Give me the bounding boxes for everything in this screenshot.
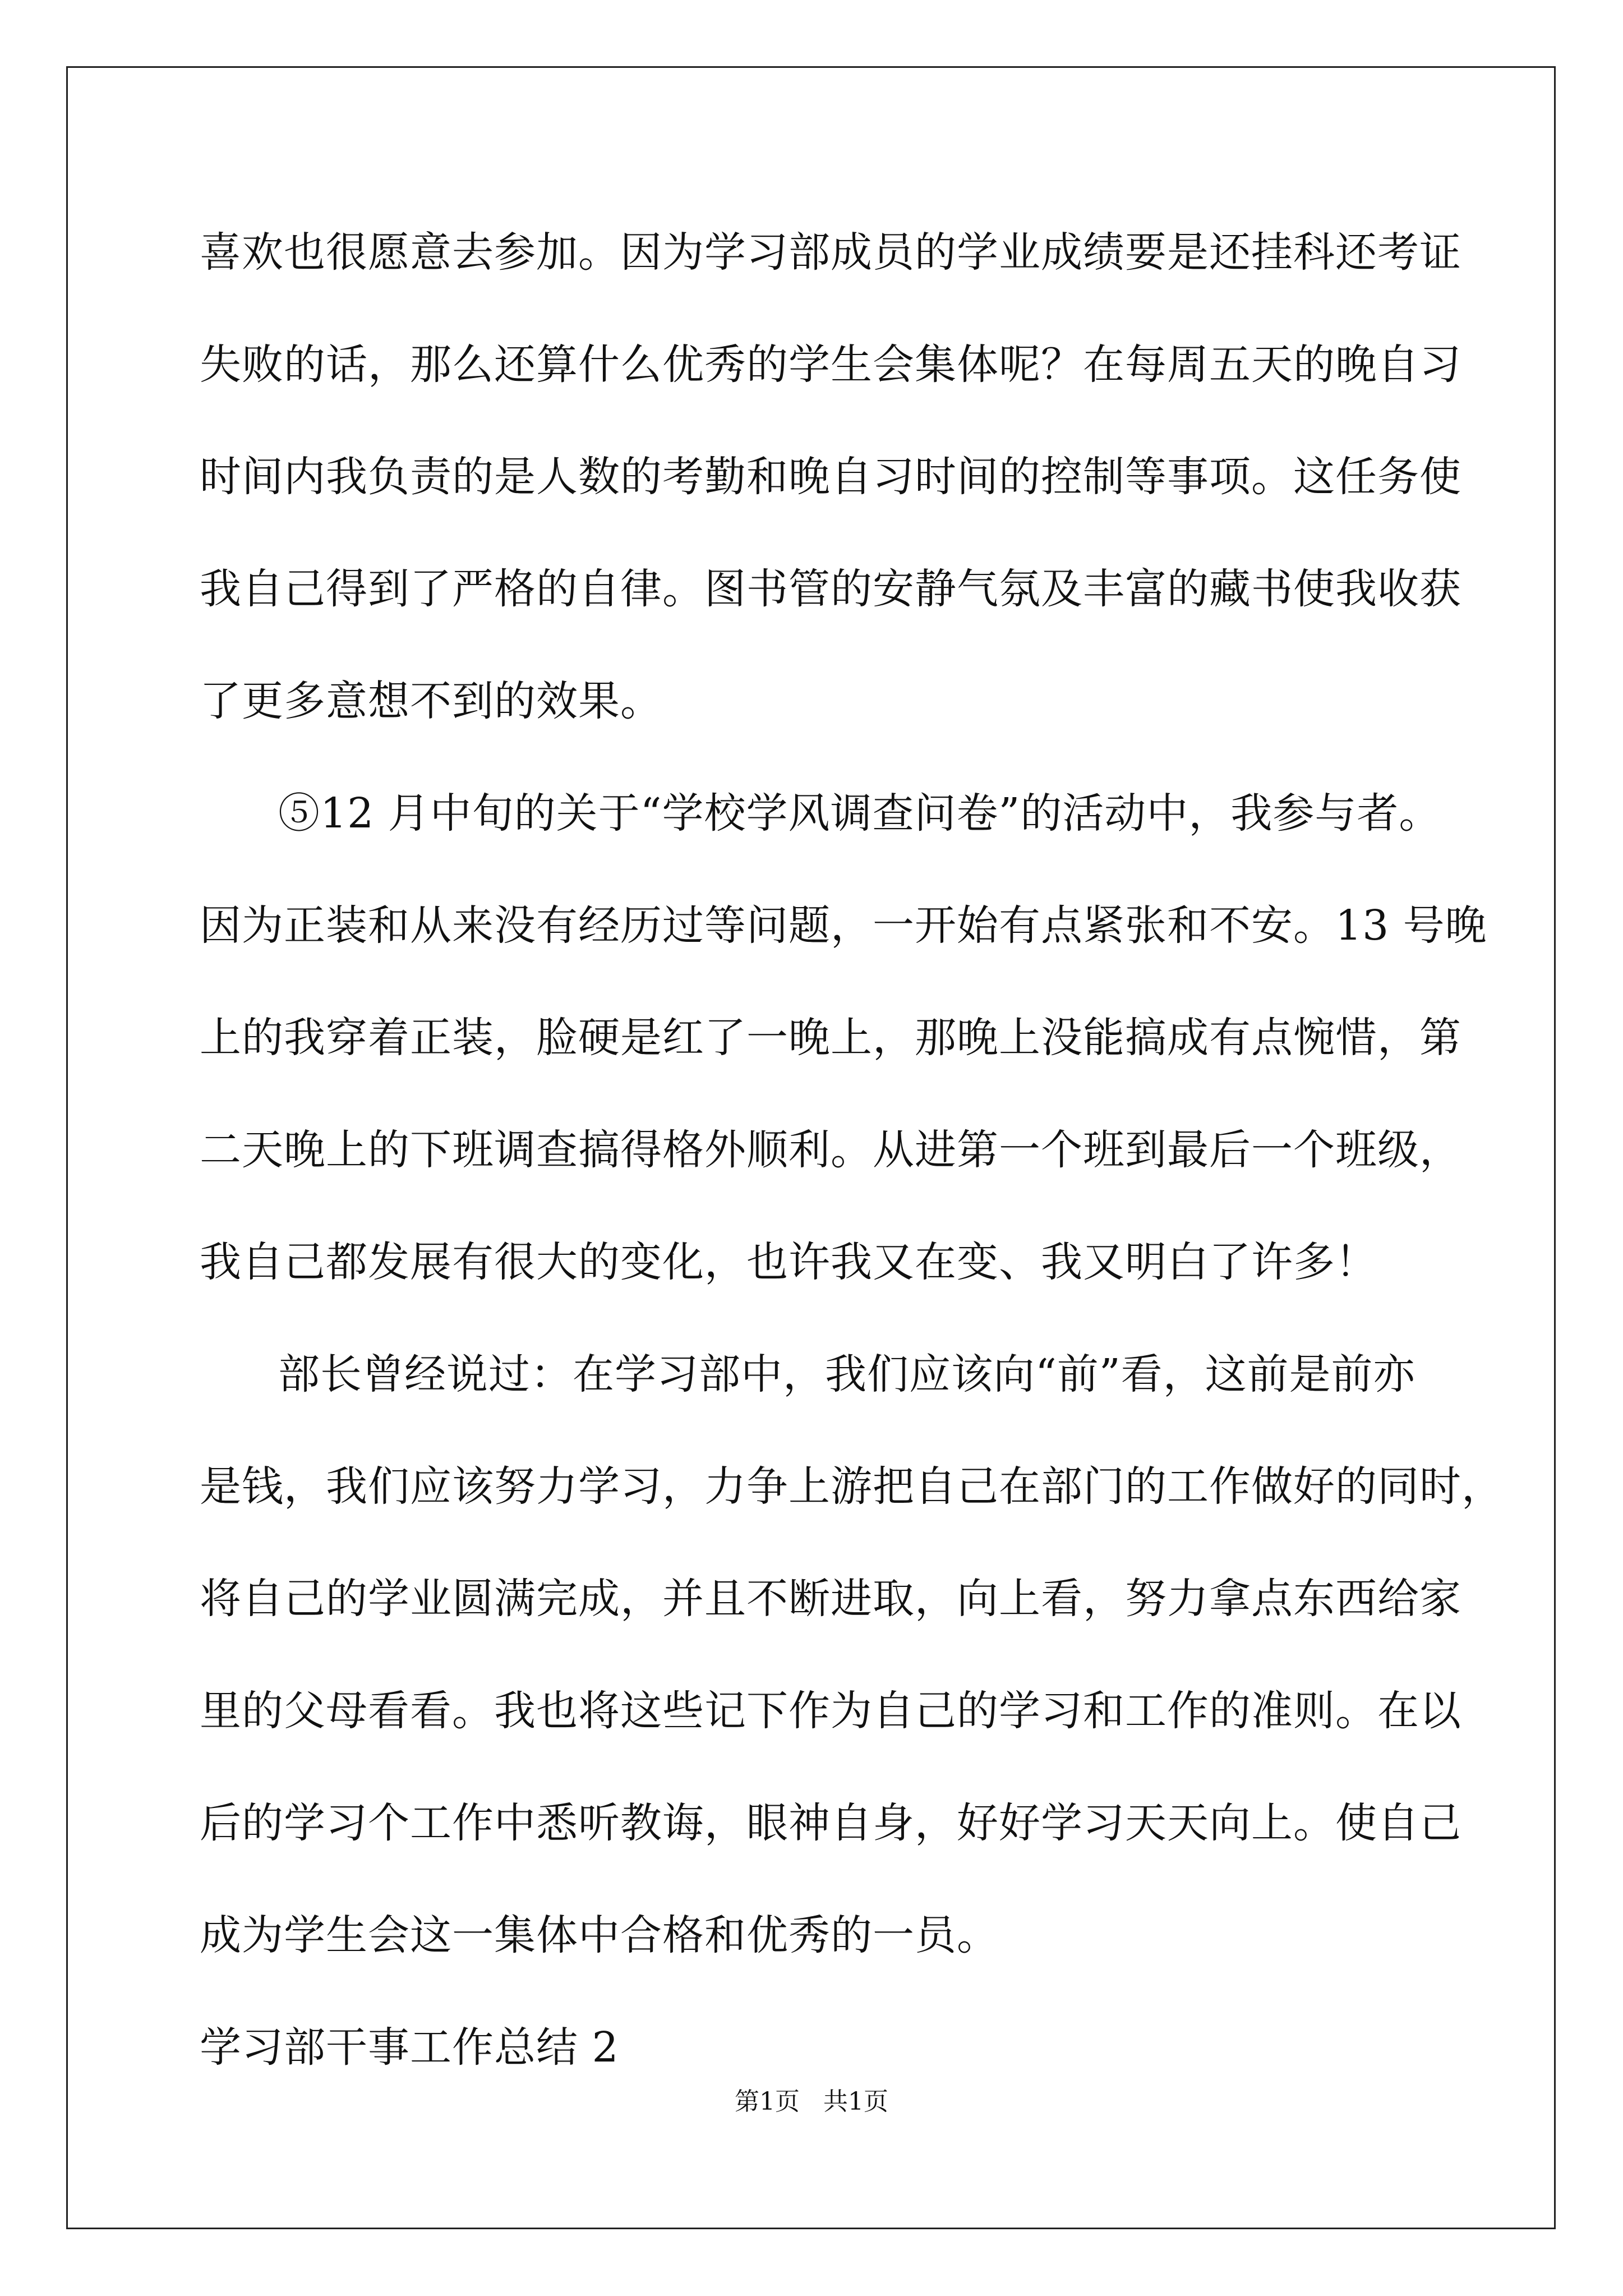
paragraph-start-line: ⑤12 月中旬的关于“学校学风调查问卷”的活动中，我参与者。 (278, 789, 1441, 838)
text-line: 上的我穿着正装，脸硬是红了一晚上，那晚上没能搞成有点惋惜，第 (200, 1014, 1461, 1062)
text-line: 我自己都发展有很大的变化，也许我又在变、我又明白了许多！ (200, 1238, 1377, 1286)
text-line: 将自己的学业圆满完成，并且不断进取，向上看，努力拿点东西给家 (200, 1575, 1461, 1623)
page-footer (0, 2081, 1623, 2117)
paragraph-start-line: 部长曾经说过：在学习部中，我们应该向“前”看，这前是前亦 (278, 1350, 1415, 1398)
text-line: 后的学习个工作中悉听教诲，眼神自身，好好学习天天向上。使自己 (200, 1799, 1461, 1847)
text-line: 是钱，我们应该努力学习，力争上游把自己在部门的工作做好的同时， (200, 1462, 1504, 1511)
page-number: 第1页 (735, 2087, 800, 2116)
section-heading: 学习部干事工作总结 2 (200, 2023, 619, 2072)
text-line: 时间内我负责的是人数的考勤和晚自习时间的控制等事项。这任务使 (200, 453, 1461, 501)
text-line: 二天晚上的下班调查搞得格外顺利。从进第一个班到最后一个班级， (200, 1126, 1461, 1174)
text-line: 了更多意想不到的效果。 (200, 677, 662, 725)
text-line: 我自己得到了严格的自律。图书管的安静气氛及丰富的藏书使我收获 (200, 565, 1461, 613)
text-line: 喜欢也很愿意去参加。因为学习部成员的学业成绩要是还挂科还考证 (200, 228, 1461, 277)
text-line: 因为正装和从来没有经历过等问题，一开始有点紧张和不安。13 号晚 (200, 901, 1487, 950)
text-line: 成为学生会这一集体中合格和优秀的一员。 (200, 1911, 999, 1959)
document-body (200, 213, 1504, 2120)
page-total: 共1页 (823, 2087, 888, 2116)
text-line: 失败的话，那么还算什么优秀的学生会集体呢？在每周五天的晚自习 (200, 341, 1461, 389)
text-line: 里的父母看看。我也将这些记下作为自己的学习和工作的准则。在以 (200, 1687, 1461, 1735)
